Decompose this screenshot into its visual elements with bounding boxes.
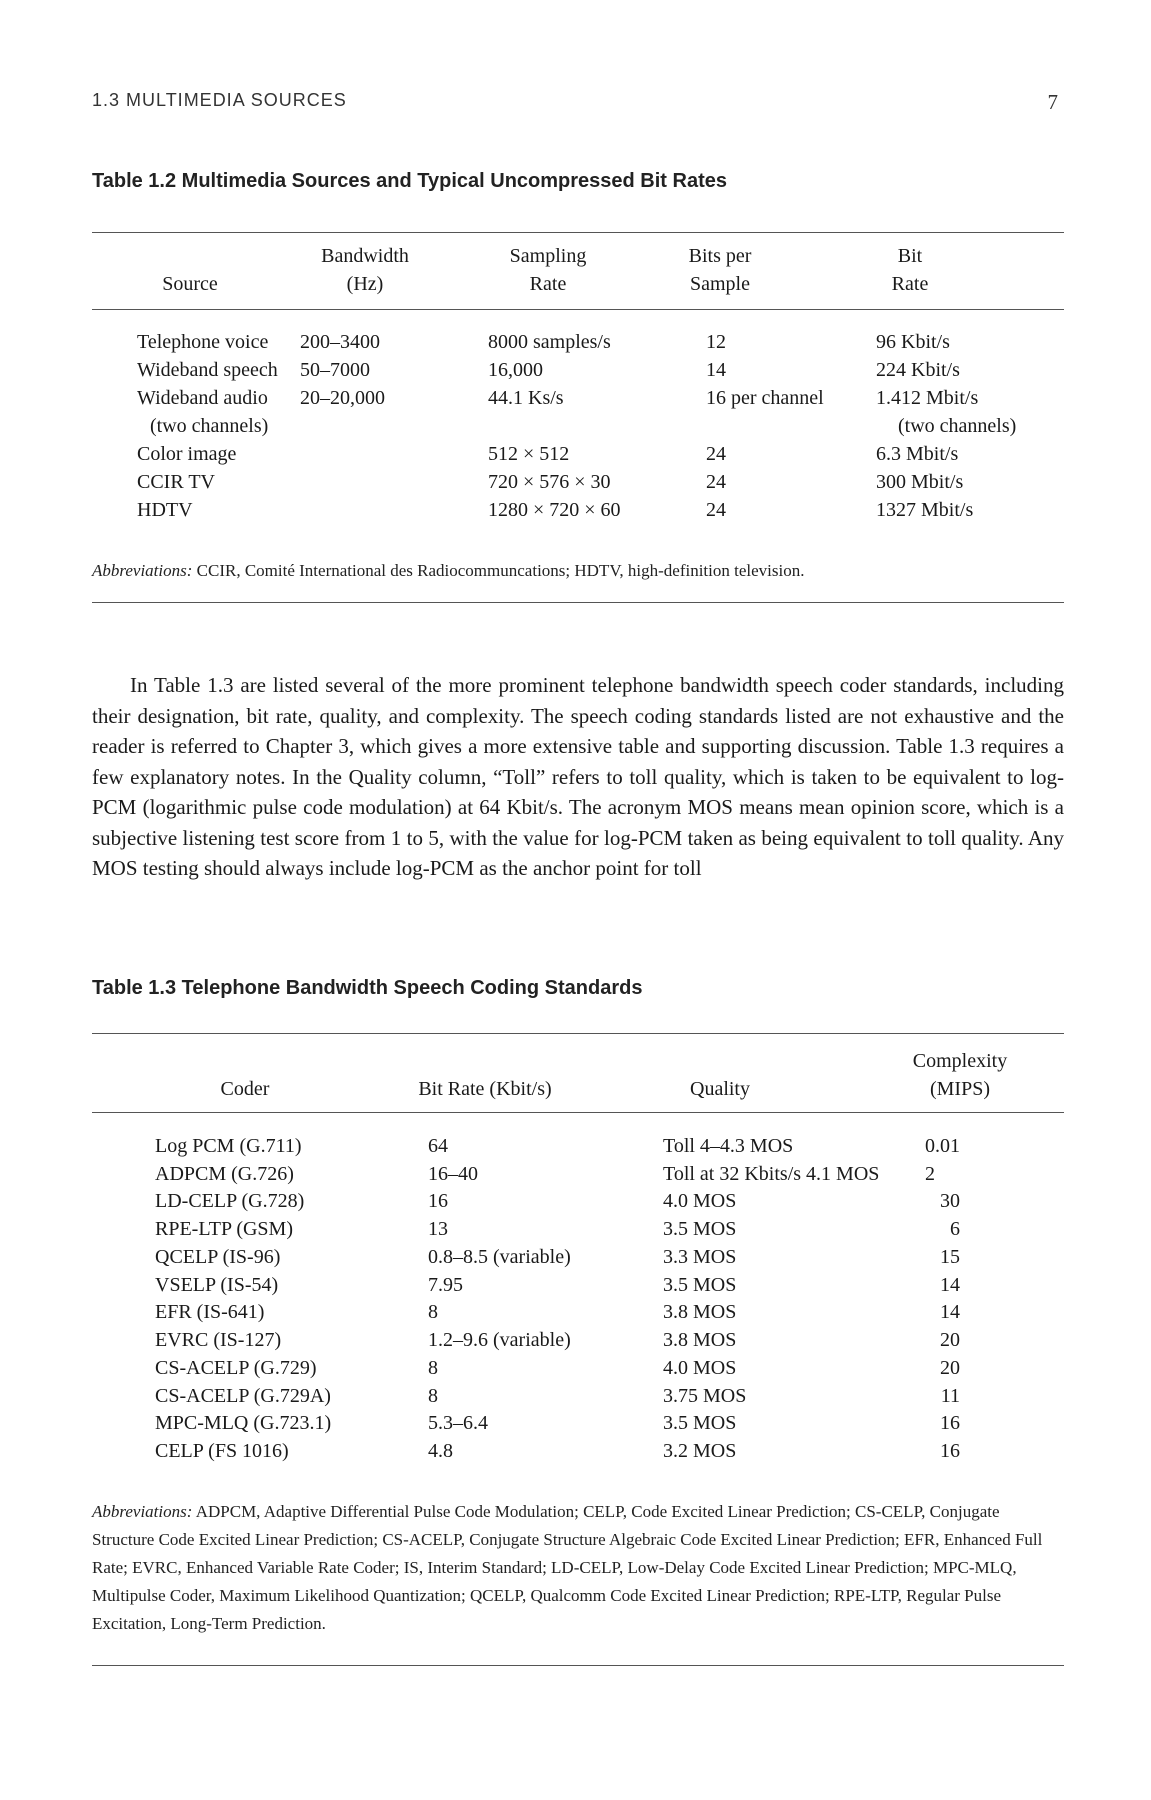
table-1-3-cell-coder: VSELP (IS-54) — [155, 1274, 279, 1296]
table-1-2-bottom-rule — [92, 602, 1064, 603]
table-1-2-cell-bits: 12 — [706, 331, 726, 353]
table-1-2-cell-bits: 16 per channel — [706, 387, 824, 409]
table-1-2-cell-source-note: (two channels) — [150, 415, 269, 437]
table-1-3-header-coder: Coder — [220, 1078, 270, 1100]
table-1-3-cell-bitrate: 1.2–9.6 (variable) — [428, 1329, 571, 1351]
table-1-2-cell-source: Color image — [137, 443, 237, 465]
table-1-2-header-rule — [92, 309, 1064, 310]
table-1-2-cell-sampling: 8000 samples/s — [488, 331, 611, 353]
table-1-2-cell-bitrate-note: (two channels) — [898, 415, 1017, 437]
table-1-2-cell-source: Wideband speech — [137, 359, 278, 381]
table-1-3-header-complexity-line1: Complexity — [912, 1050, 1008, 1072]
running-head — [92, 90, 1059, 114]
table-1-3-cell-quality: 3.8 MOS — [663, 1301, 737, 1323]
table-1-2-cell-bitrate: 300 Mbit/s — [876, 471, 964, 493]
table-1-2-cell-bitrate: 224 Kbit/s — [876, 359, 960, 381]
table-1-2-cell-bitrate: 6.3 Mbit/s — [876, 443, 959, 465]
table-1-3-cell-coder: ADPCM (G.726) — [155, 1163, 294, 1185]
table-1-3-cell-bitrate: 5.3–6.4 — [428, 1412, 488, 1434]
table-1-3-cell-complexity: 15 — [940, 1246, 960, 1268]
table-1-3-cell-coder: EFR (IS-641) — [155, 1301, 265, 1323]
table-1-3-cell-quality: Toll at 32 Kbits/s 4.1 MOS — [663, 1163, 880, 1185]
table-1-3-cell-bitrate: 16–40 — [428, 1163, 478, 1185]
table-1-3-cell-coder: CS-ACELP (G.729A) — [155, 1385, 331, 1407]
table-1-3-cell-complexity: 2 — [925, 1163, 935, 1185]
table-1-2-caption: Table 1.2 Multimedia Sources and Typical Uncompressed Bit Rates — [92, 170, 727, 192]
table-1-3-cell-complexity: 30 — [940, 1190, 960, 1212]
table-1-2-header-sampling-line1: Sampling — [509, 245, 587, 267]
table-1-3-caption: Table 1.3 Telephone Bandwidth Speech Coding Standards — [92, 977, 643, 999]
table-1-2-top-rule — [92, 232, 1064, 233]
table-1-3-cell-quality: 3.5 MOS — [663, 1412, 737, 1434]
table-1-2-cell-bandwidth: 20–20,000 — [300, 387, 385, 409]
table-1-2-header-sampling-line2: Rate — [529, 273, 567, 295]
table-1-3-cell-quality: 3.8 MOS — [663, 1329, 737, 1351]
table-1-3-top-rule — [92, 1033, 1064, 1034]
table-1-2-cell-bandwidth: 50–7000 — [300, 359, 370, 381]
table-1-3-bottom-rule — [92, 1665, 1064, 1666]
table-1-3-cell-bitrate: 8 — [428, 1385, 438, 1407]
table-1-2-header-bitrate-line2: Rate — [891, 273, 929, 295]
table-1-2-cell-bandwidth: 200–3400 — [300, 331, 380, 353]
table-1-2-cell-sampling: 720 × 576 × 30 — [488, 471, 611, 493]
table-1-2-cell-bits: 24 — [706, 499, 726, 521]
table-1-2-cell-bitrate: 96 Kbit/s — [876, 331, 950, 353]
table-1-3-cell-coder: LD-CELP (G.728) — [155, 1190, 305, 1212]
table-1-3-cell-quality: 3.2 MOS — [663, 1440, 737, 1462]
table-1-3-cell-bitrate: 4.8 — [428, 1440, 453, 1462]
table-1-2-header-bitrate-line1: Bit — [897, 245, 923, 267]
table-1-3-cell-bitrate: 8 — [428, 1357, 438, 1379]
table-1-2-cell-source: CCIR TV — [137, 471, 215, 493]
table-1-3-cell-complexity: 14 — [940, 1301, 960, 1323]
table-1-3-cell-coder: QCELP (IS-96) — [155, 1246, 281, 1268]
table-1-3-cell-complexity: 20 — [940, 1357, 960, 1379]
table-1-2-cell-sampling: 16,000 — [488, 359, 543, 381]
table-1-2-cell-source: HDTV — [137, 499, 193, 521]
table-1-2-header-bandwidth-line2: (Hz) — [346, 273, 384, 295]
table-1-3-abbreviations-text: ADPCM, Adaptive Differential Pulse Code Modulation; CELP, Code Excited Linear Prediction; CS-CELP, Conjugate Structure Code Excited Linear Prediction; CS-ACELP, Conjugate Structure Algebraic Code Excited Linear Prediction; EFR, Enhanced Full Rate; EVRC, Enhanced Variable Rate Coder; IS, Interim Standard; LD-CELP, Low-Delay Code Excited Linear Prediction; MPC-MLQ, Multipulse Coder, Maximum Likelihood Quantization; QCELP, Qualcomm Code Excited Linear Prediction; RPE-LTP, Regular Pulse Excitation, Long-Term Prediction. — [92, 1502, 1043, 1633]
table-1-3-abbreviations — [92, 1498, 1064, 1638]
table-1-2-cell-bits: 14 — [706, 359, 726, 381]
table-1-2-abbreviations — [92, 557, 1064, 585]
table-1-3-cell-complexity: 16 — [940, 1440, 960, 1462]
table-1-3-cell-coder: CELP (FS 1016) — [155, 1440, 289, 1462]
table-1-2-cell-bitrate: 1.412 Mbit/s — [876, 387, 979, 409]
table-1-2-cell-sampling: 1280 × 720 × 60 — [488, 499, 621, 521]
table-1-3-cell-quality: 4.0 MOS — [663, 1357, 737, 1379]
table-1-3-cell-quality: 3.5 MOS — [663, 1218, 737, 1240]
table-1-3-abbreviations-label: Abbreviations: — [92, 1502, 193, 1521]
table-1-3-cell-quality: 3.75 MOS — [663, 1385, 747, 1407]
table-1-2-cell-source: Wideband audio — [137, 387, 268, 409]
table-1-3-cell-coder: CS-ACELP (G.729) — [155, 1357, 317, 1379]
table-1-3-header-quality: Quality — [690, 1078, 750, 1100]
table-1-3-header-rule — [92, 1112, 1064, 1113]
table-1-3-cell-complexity: 20 — [940, 1329, 960, 1351]
table-1-2-cell-bits: 24 — [706, 443, 726, 465]
table-1-3-cell-coder: MPC-MLQ (G.723.1) — [155, 1412, 332, 1434]
body-paragraph: In Table 1.3 are listed several of the more prominent telephone bandwidth speech coder standards, including their designation, bit rate, quality, and complexity. The speech coding standards listed are not exhaustive and the reader is referred to Chapter 3, which gives a more extensive table and supporting discussion. Table 1.3 requires a few explanatory notes. In the Quality column, “Toll” refers to toll quality, which is taken to be equivalent to log-PCM (logarithmic pulse code modulation) at 64 Kbit/s. The acronym MOS means mean opinion score, which is a subjective listening test score from 1 to 5, with the value for log-PCM taken as being equivalent to toll quality. Any MOS testing should always include log-PCM as the anchor point for toll — [92, 673, 1064, 880]
table-1-3-cell-bitrate: 64 — [428, 1135, 448, 1157]
table-1-3-cell-complexity: 6 — [950, 1218, 960, 1240]
table-1-3-cell-complexity: 11 — [940, 1385, 960, 1407]
table-1-3-cell-bitrate: 13 — [428, 1218, 448, 1240]
table-1-3-cell-complexity: 0.01 — [925, 1135, 960, 1157]
table-1-2-cell-bitrate: 1327 Mbit/s — [876, 499, 974, 521]
table-1-3-cell-quality: 3.3 MOS — [663, 1246, 737, 1268]
table-1-3-cell-bitrate: 7.95 — [428, 1274, 463, 1296]
table-1-2-abbreviations-label: Abbreviations: — [92, 561, 193, 580]
table-1-2-header-bandwidth-line1: Bandwidth — [321, 245, 409, 267]
table-1-3-header-bitrate: Bit Rate (Kbit/s) — [418, 1078, 552, 1100]
table-1-2-cell-sampling: 44.1 Ks/s — [488, 387, 564, 409]
table-1-3-cell-coder: EVRC (IS-127) — [155, 1329, 282, 1351]
table-1-2-header-bits-line2: Sample — [690, 273, 750, 295]
page-number: 7 — [1047, 90, 1059, 114]
table-1-3-cell-complexity: 16 — [940, 1412, 960, 1434]
table-1-3-cell-bitrate: 16 — [428, 1190, 448, 1212]
table-1-3-cell-bitrate: 8 — [428, 1301, 438, 1323]
table-1-3-cell-quality: 4.0 MOS — [663, 1190, 737, 1212]
table-1-2-abbreviations-text: CCIR, Comité International des Radiocommuncations; HDTV, high-definition television. — [196, 561, 805, 580]
table-1-2-cell-bits: 24 — [706, 471, 726, 493]
table-1-3-cell-complexity: 14 — [940, 1274, 960, 1296]
table-1-2-cell-sampling: 512 × 512 — [488, 443, 570, 465]
table-1-3-cell-quality: 3.5 MOS — [663, 1274, 737, 1296]
table-1-2-cell-source: Telephone voice — [137, 331, 269, 353]
table-1-3-header-complexity-line2: (MIPS) — [929, 1078, 990, 1100]
section-title: 1.3 MULTIMEDIA SOURCES — [92, 90, 347, 110]
table-1-2-header-bits-line1: Bits per — [688, 245, 752, 267]
table-1-3-cell-coder: Log PCM (G.711) — [155, 1135, 302, 1157]
table-1-2-header-source: Source — [162, 273, 218, 295]
table-1-3-cell-quality: Toll 4–4.3 MOS — [663, 1135, 794, 1157]
table-1-3-cell-coder: RPE-LTP (GSM) — [155, 1218, 293, 1240]
table-1-3-cell-bitrate: 0.8–8.5 (variable) — [428, 1246, 571, 1268]
